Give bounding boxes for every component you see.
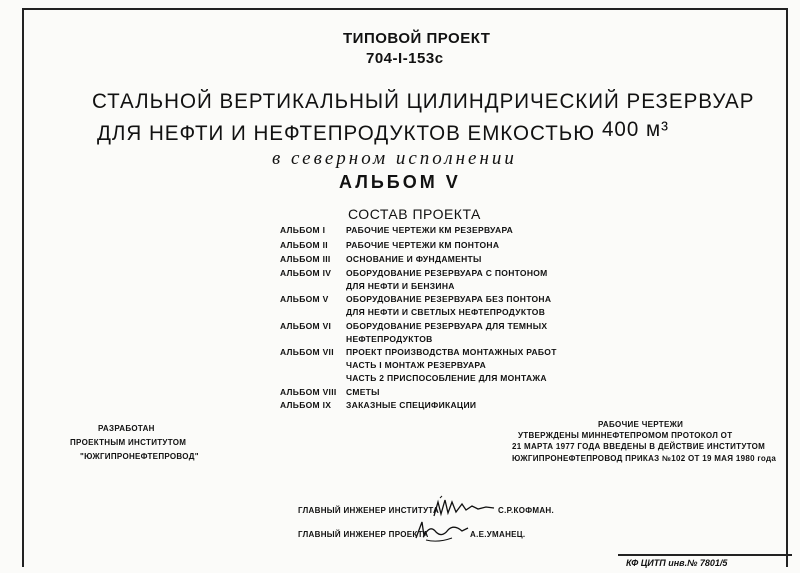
list-item-text: РАБОЧИЕ ЧЕРТЕЖИ КМ РЕЗЕРВУАРА [346,225,514,235]
list-item-text: НЕФТЕПРОДУКТОВ [346,334,433,344]
list-item-album: АЛЬБОМ IX [280,400,332,410]
list-item-album: АЛЬБОМ IV [280,268,332,278]
list-item-album: АЛЬБОМ I [280,225,326,235]
title-line-1: СТАЛЬНОЙ ВЕРТИКАЛЬНЫЙ ЦИЛИНДРИЧЕСКИЙ РЕЗЕРВУАР [92,90,755,113]
album-title: АЛЬБОМ V [339,172,461,192]
signature-umanets [412,516,472,544]
list-item-text: РАБОЧИЕ ЧЕРТЕЖИ КМ ПОНТОНА [346,240,500,250]
approval-line-4: ЮЖГИПРОНЕФТЕПРОВОД ПРИКАЗ №102 ОТ 19 МАЯ 1980 года [512,454,777,463]
list-item-text: ОБОРУДОВАНИЕ РЕЗЕРВУАРА ДЛЯ ТЕМНЫХ [346,321,548,331]
title-subtitle: в северном исполнении [272,148,517,169]
project-number: 704-I-153с [366,50,444,67]
list-item-text: ЧАСТЬ I МОНТАЖ РЕЗЕРВУАРА [346,360,487,370]
developer-line-2: ПРОЕКТНЫМ ИНСТИТУТОМ [70,438,187,447]
list-item-album: АЛЬБОМ III [280,254,331,264]
project-type: ТИПОВОЙ ПРОЕКТ [343,30,491,47]
list-item-text: ОСНОВАНИЕ И ФУНДАМЕНТЫ [346,254,482,264]
approval-line-2: УТВЕРЖДЕНЫ МИННЕФТЕПРОМОМ ПРОТОКОЛ ОТ [518,431,733,440]
project-engineer-label: ГЛАВНЫЙ ИНЖЕНЕР ПРОЕКТА [298,530,429,539]
list-item-text: ДЛЯ НЕФТИ И БЕНЗИНА [346,281,455,291]
list-item-text: ОБОРУДОВАНИЕ РЕЗЕРВУАРА БЕЗ ПОНТОНА [346,294,552,304]
list-item-album: АЛЬБОМ VII [280,347,334,357]
list-item-album: АЛЬБОМ II [280,240,328,250]
list-item-text: ЧАСТЬ 2 ПРИСПОСОБЛЕНИЕ ДЛЯ МОНТАЖА [346,373,547,383]
list-item-text: ДЛЯ НЕФТИ И СВЕТЛЫХ НЕФТЕПРОДУКТОВ [346,307,546,317]
approval-line-3: 21 МАРТА 1977 ГОДА ВВЕДЕНЫ В ДЕЙСТВИЕ ИНСТИТУТОМ [512,442,766,451]
title-capacity: 400 м³ [602,118,669,141]
list-item-album: АЛЬБОМ V [280,294,329,304]
list-item-album: АЛЬБОМ VIII [280,387,337,397]
list-item-text: ОБОРУДОВАНИЕ РЕЗЕРВУАРА С ПОНТОНОМ [346,268,548,278]
project-engineer-name: А.Е.УМАНЕЦ. [470,530,526,539]
title-line-2: ДЛЯ НЕФТИ И НЕФТЕПРОДУКТОВ ЕМКОСТЬЮ [97,122,596,145]
chief-engineer-label: ГЛАВНЫЙ ИНЖЕНЕР ИНСТИТУТА [298,506,440,515]
developer-line-1: РАЗРАБОТАН [98,424,155,433]
list-item-text: СМЕТЫ [346,387,380,397]
approval-line-1: РАБОЧИЕ ЧЕРТЕЖИ [598,420,684,429]
composition-heading: СОСТАВ ПРОЕКТА [348,206,481,222]
archive-stamp: КФ ЦИТП инв.№ 7801/5 [618,554,792,570]
chief-engineer-name: С.Р.КОФМАН. [498,506,555,515]
developer-line-3: "ЮЖГИПРОНЕФТЕПРОВОД" [80,452,199,461]
list-item-text: ПРОЕКТ ПРОИЗВОДСТВА МОНТАЖНЫХ РАБОТ [346,347,557,357]
list-item-text: ЗАКАЗНЫЕ СПЕЦИФИКАЦИИ [346,400,477,410]
list-item-album: АЛЬБОМ VI [280,321,332,331]
